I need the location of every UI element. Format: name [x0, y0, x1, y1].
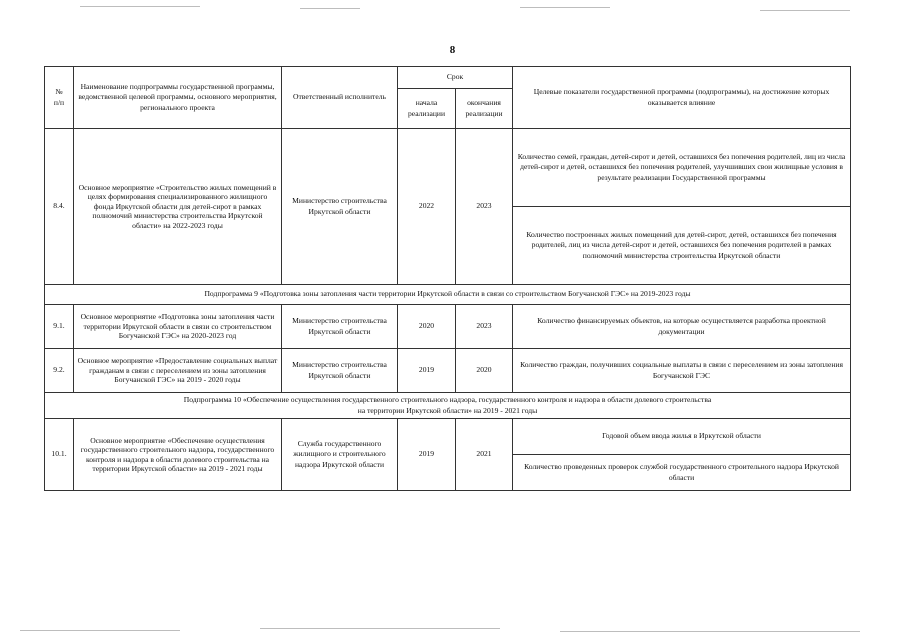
- row-name: Основное мероприятие «Обеспечение осуществления государственного строительного надзора, государственного контроля и надзора в области долевого строительства на территории Иркутской области» на 2019 - 2021 годы: [74, 419, 282, 491]
- table-header-row: [45, 67, 851, 89]
- row-end: 2021: [456, 419, 513, 491]
- header-name: Наименование подпрограммы государственной программы, ведомственной целевой программы, основного мероприятия, регионального проекта: [74, 67, 282, 129]
- row-executor: Министерство строительства Иркутской области: [282, 305, 398, 349]
- table-row: [45, 349, 851, 393]
- row-start: 2019: [398, 349, 456, 393]
- scan-edge-mark: [560, 631, 860, 632]
- subprogram-9-title: Подпрограмма 9 «Подготовка зоны затопления части территории Иркутской области в связи со строительством Богучанской ГЭС» на 2019-2023 годы: [45, 285, 851, 305]
- subprogram-10-line2: на территории Иркутской области» на 2019 - 2021 годы: [357, 405, 538, 415]
- row-start: 2019: [398, 419, 456, 491]
- row-name: Основное мероприятие «Предоставление социальных выплат гражданам в связи с переселением из зоны затопления Богучанской ГЭС» на 2019 - 2020 годы: [74, 349, 282, 393]
- table-row: [45, 305, 851, 349]
- row-num: 10.1.: [45, 419, 74, 491]
- program-table: [44, 66, 851, 491]
- row-end: 2023: [456, 129, 513, 285]
- header-num: [45, 67, 74, 129]
- subprogram-row: [45, 285, 851, 305]
- scan-edge-mark: [300, 8, 360, 9]
- row-num: 9.1.: [45, 305, 74, 349]
- header-start: начала реализации: [398, 89, 456, 129]
- subprogram-10-line1: Подпрограмма 10 «Обеспечение осуществления государственного строительного надзора, государственного контроля и надзора в области долевого строительства: [183, 395, 712, 405]
- row-executor: Министерство строительства Иркутской области: [282, 129, 398, 285]
- header-end: окончания реализации: [456, 89, 513, 129]
- row-indicator: Годовой объем ввода жилья в Иркутской области: [513, 419, 851, 455]
- row-start: 2020: [398, 305, 456, 349]
- row-indicator: Количество финансируемых объектов, на которые осуществляется разработка проектной документации: [513, 305, 851, 349]
- scan-edge-mark: [260, 628, 500, 629]
- row-indicator: Количество семей, граждан, детей-сирот и детей, оставшихся без попечения родителей, лиц из числа детей-сирот и детей, оставшихся без попечения родителей, улучшивших свои жилищные условия в результате реализации Государственной программы: [513, 129, 851, 207]
- scan-edge-mark: [20, 630, 180, 631]
- header-term: Срок: [398, 67, 513, 89]
- header-executor: Ответственный исполнитель: [282, 67, 398, 129]
- row-executor: Министерство строительства Иркутской области: [282, 349, 398, 393]
- row-name: Основное мероприятие «Подготовка зоны затопления части территории Иркутской области в связи со строительством Богучанской ГЭС» на 2020-2023 год: [74, 305, 282, 349]
- table-row: [45, 129, 851, 207]
- row-indicator: Количество проведенных проверок службой государственного строительного надзора Иркутской области: [513, 455, 851, 491]
- row-name: Основное мероприятие «Строительство жилых помещений в целях формирования специализированного жилищного фонда Иркутской области для детей-сирот в рамках полномочий министерства строительства Иркутской области» на 2022-2023 годы: [74, 129, 282, 285]
- row-num: 8.4.: [45, 129, 74, 285]
- row-start: 2022: [398, 129, 456, 285]
- row-end: 2020: [456, 349, 513, 393]
- table-row: [45, 419, 851, 455]
- scan-edge-mark: [760, 10, 850, 11]
- page-number: 8: [449, 44, 456, 56]
- subprogram-row: [45, 393, 851, 419]
- header-num-text: № п/п: [53, 87, 65, 107]
- subprogram-10-title: [45, 393, 851, 419]
- row-indicator: Количество граждан, получивших социальные выплаты в связи с переселением из зоны затопления Богучанской ГЭС: [513, 349, 851, 393]
- scan-edge-mark: [520, 7, 610, 8]
- header-indicators: Целевые показатели государственной программы (подпрограммы), на достижение которых оказывается влияние: [513, 67, 851, 129]
- row-executor: Служба государственного жилищного и строительного надзора Иркутской области: [282, 419, 398, 491]
- row-end: 2023: [456, 305, 513, 349]
- row-indicator: Количество построенных жилых помещений для детей-сирот, детей, оставшихся без попечения родителей, лиц из числа детей-сирот и детей, оставшихся без попечения родителей в рамках полномочий министерства строительства Иркутской области: [513, 207, 851, 285]
- row-num: 9.2.: [45, 349, 74, 393]
- scan-edge-mark: [80, 6, 200, 7]
